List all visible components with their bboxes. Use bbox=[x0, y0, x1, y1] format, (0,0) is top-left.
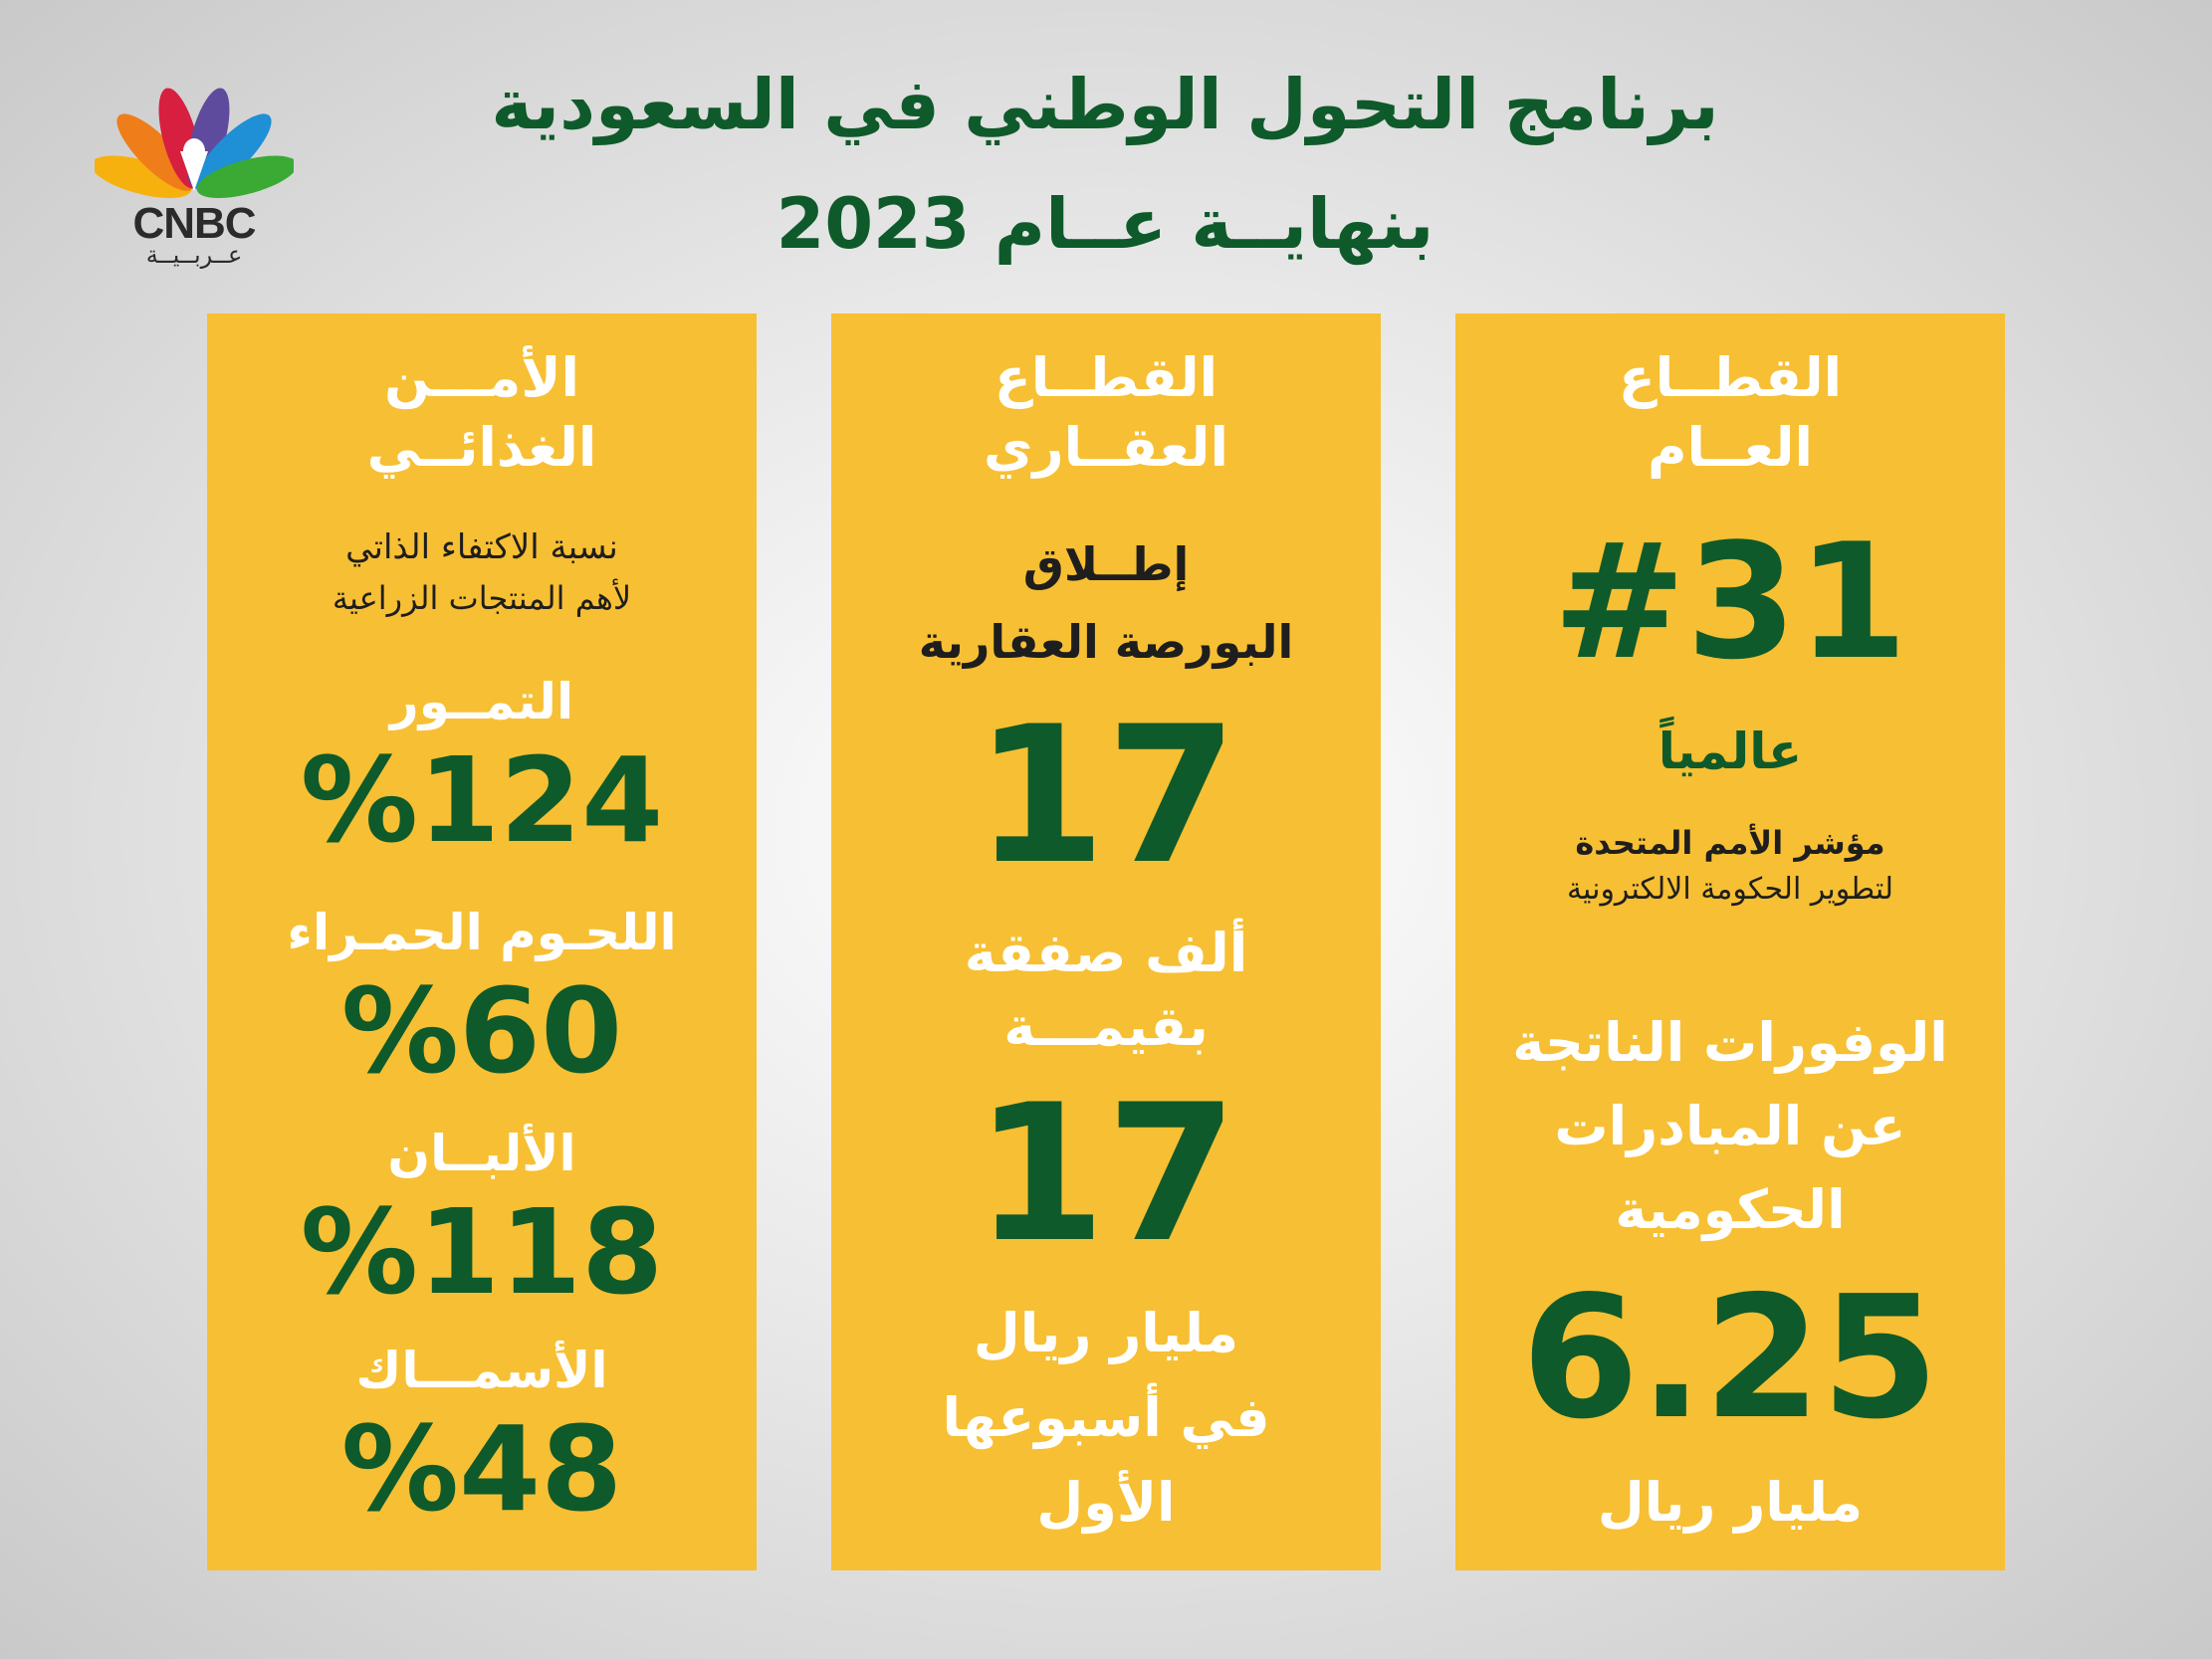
realestate-amount-line3: الأول bbox=[1036, 1471, 1176, 1534]
food-sub-line1: نسبة الاكتفاء الذاتي bbox=[345, 527, 618, 567]
realestate-amount-line2: في أسبوعها bbox=[942, 1386, 1270, 1449]
food-item-label: الألبــان bbox=[387, 1125, 576, 1182]
public-savings-value: 6.25 bbox=[1521, 1260, 1939, 1457]
realestate-deals-line2: بقيمـــة bbox=[1003, 995, 1209, 1058]
realestate-amount-value: 17 bbox=[974, 1064, 1238, 1284]
food-item-value: %48 bbox=[340, 1400, 623, 1538]
public-savings-unit: مليار ريال bbox=[1597, 1471, 1864, 1534]
realestate-heading-line2: العقــاري bbox=[984, 416, 1228, 479]
logo-brand-text: CNBC bbox=[132, 199, 256, 248]
realestate-heading-line1: القطــاع bbox=[994, 346, 1218, 409]
public-index-line1: مؤشر الأمم المتحدة bbox=[1575, 824, 1885, 862]
realestate-deals-line1: ألف صفقة bbox=[964, 922, 1248, 984]
page-subtitle: بنهايــة عــام 2023 bbox=[775, 183, 1435, 265]
realestate-deals-value: 17 bbox=[974, 686, 1238, 906]
realestate-launch-line2: البورصة العقارية bbox=[918, 615, 1294, 669]
real-estate-panel bbox=[831, 313, 1381, 1570]
food-item-value: %124 bbox=[300, 731, 664, 869]
public-heading-line1: القطــاع bbox=[1618, 346, 1843, 409]
food-sub-line2: لأهم المنتجات الزراعية bbox=[332, 579, 632, 617]
public-savings-line1: الوفورات الناتجة bbox=[1512, 1011, 1948, 1074]
food-security-panel bbox=[207, 313, 757, 1570]
public-index-line2: لتطوير الحكومة الالكترونية bbox=[1566, 872, 1894, 907]
food-item-value: %60 bbox=[340, 962, 623, 1100]
public-savings-line3: الحكومية bbox=[1615, 1178, 1846, 1241]
logo-sub-text: عــربــيــة bbox=[145, 241, 243, 269]
cnbc-arabia-logo bbox=[95, 82, 294, 271]
food-heading-line1: الأمـــن bbox=[383, 346, 580, 409]
public-sector-panel bbox=[1455, 313, 2005, 1570]
public-savings-line2: عن المبادرات bbox=[1554, 1095, 1906, 1157]
food-heading-line2: الغذائــي bbox=[366, 416, 597, 479]
food-item-label: التمــور bbox=[389, 673, 574, 730]
food-item-label: اللحـوم الحمـراء bbox=[287, 904, 677, 961]
page-title: برنامج التحول الوطني في السعودية bbox=[491, 64, 1719, 145]
realestate-launch-line1: إطــلاق bbox=[1022, 537, 1190, 591]
peacock-icon bbox=[95, 82, 294, 201]
public-rank-value: #31 bbox=[1552, 509, 1908, 695]
public-heading-line2: العــام bbox=[1647, 416, 1814, 479]
food-item-value: %118 bbox=[300, 1183, 664, 1321]
realestate-amount-line1: مليار ريال bbox=[973, 1302, 1239, 1364]
food-item-label: الأسمـــاك bbox=[355, 1342, 608, 1399]
public-rank-label: عالمياً bbox=[1658, 723, 1803, 780]
